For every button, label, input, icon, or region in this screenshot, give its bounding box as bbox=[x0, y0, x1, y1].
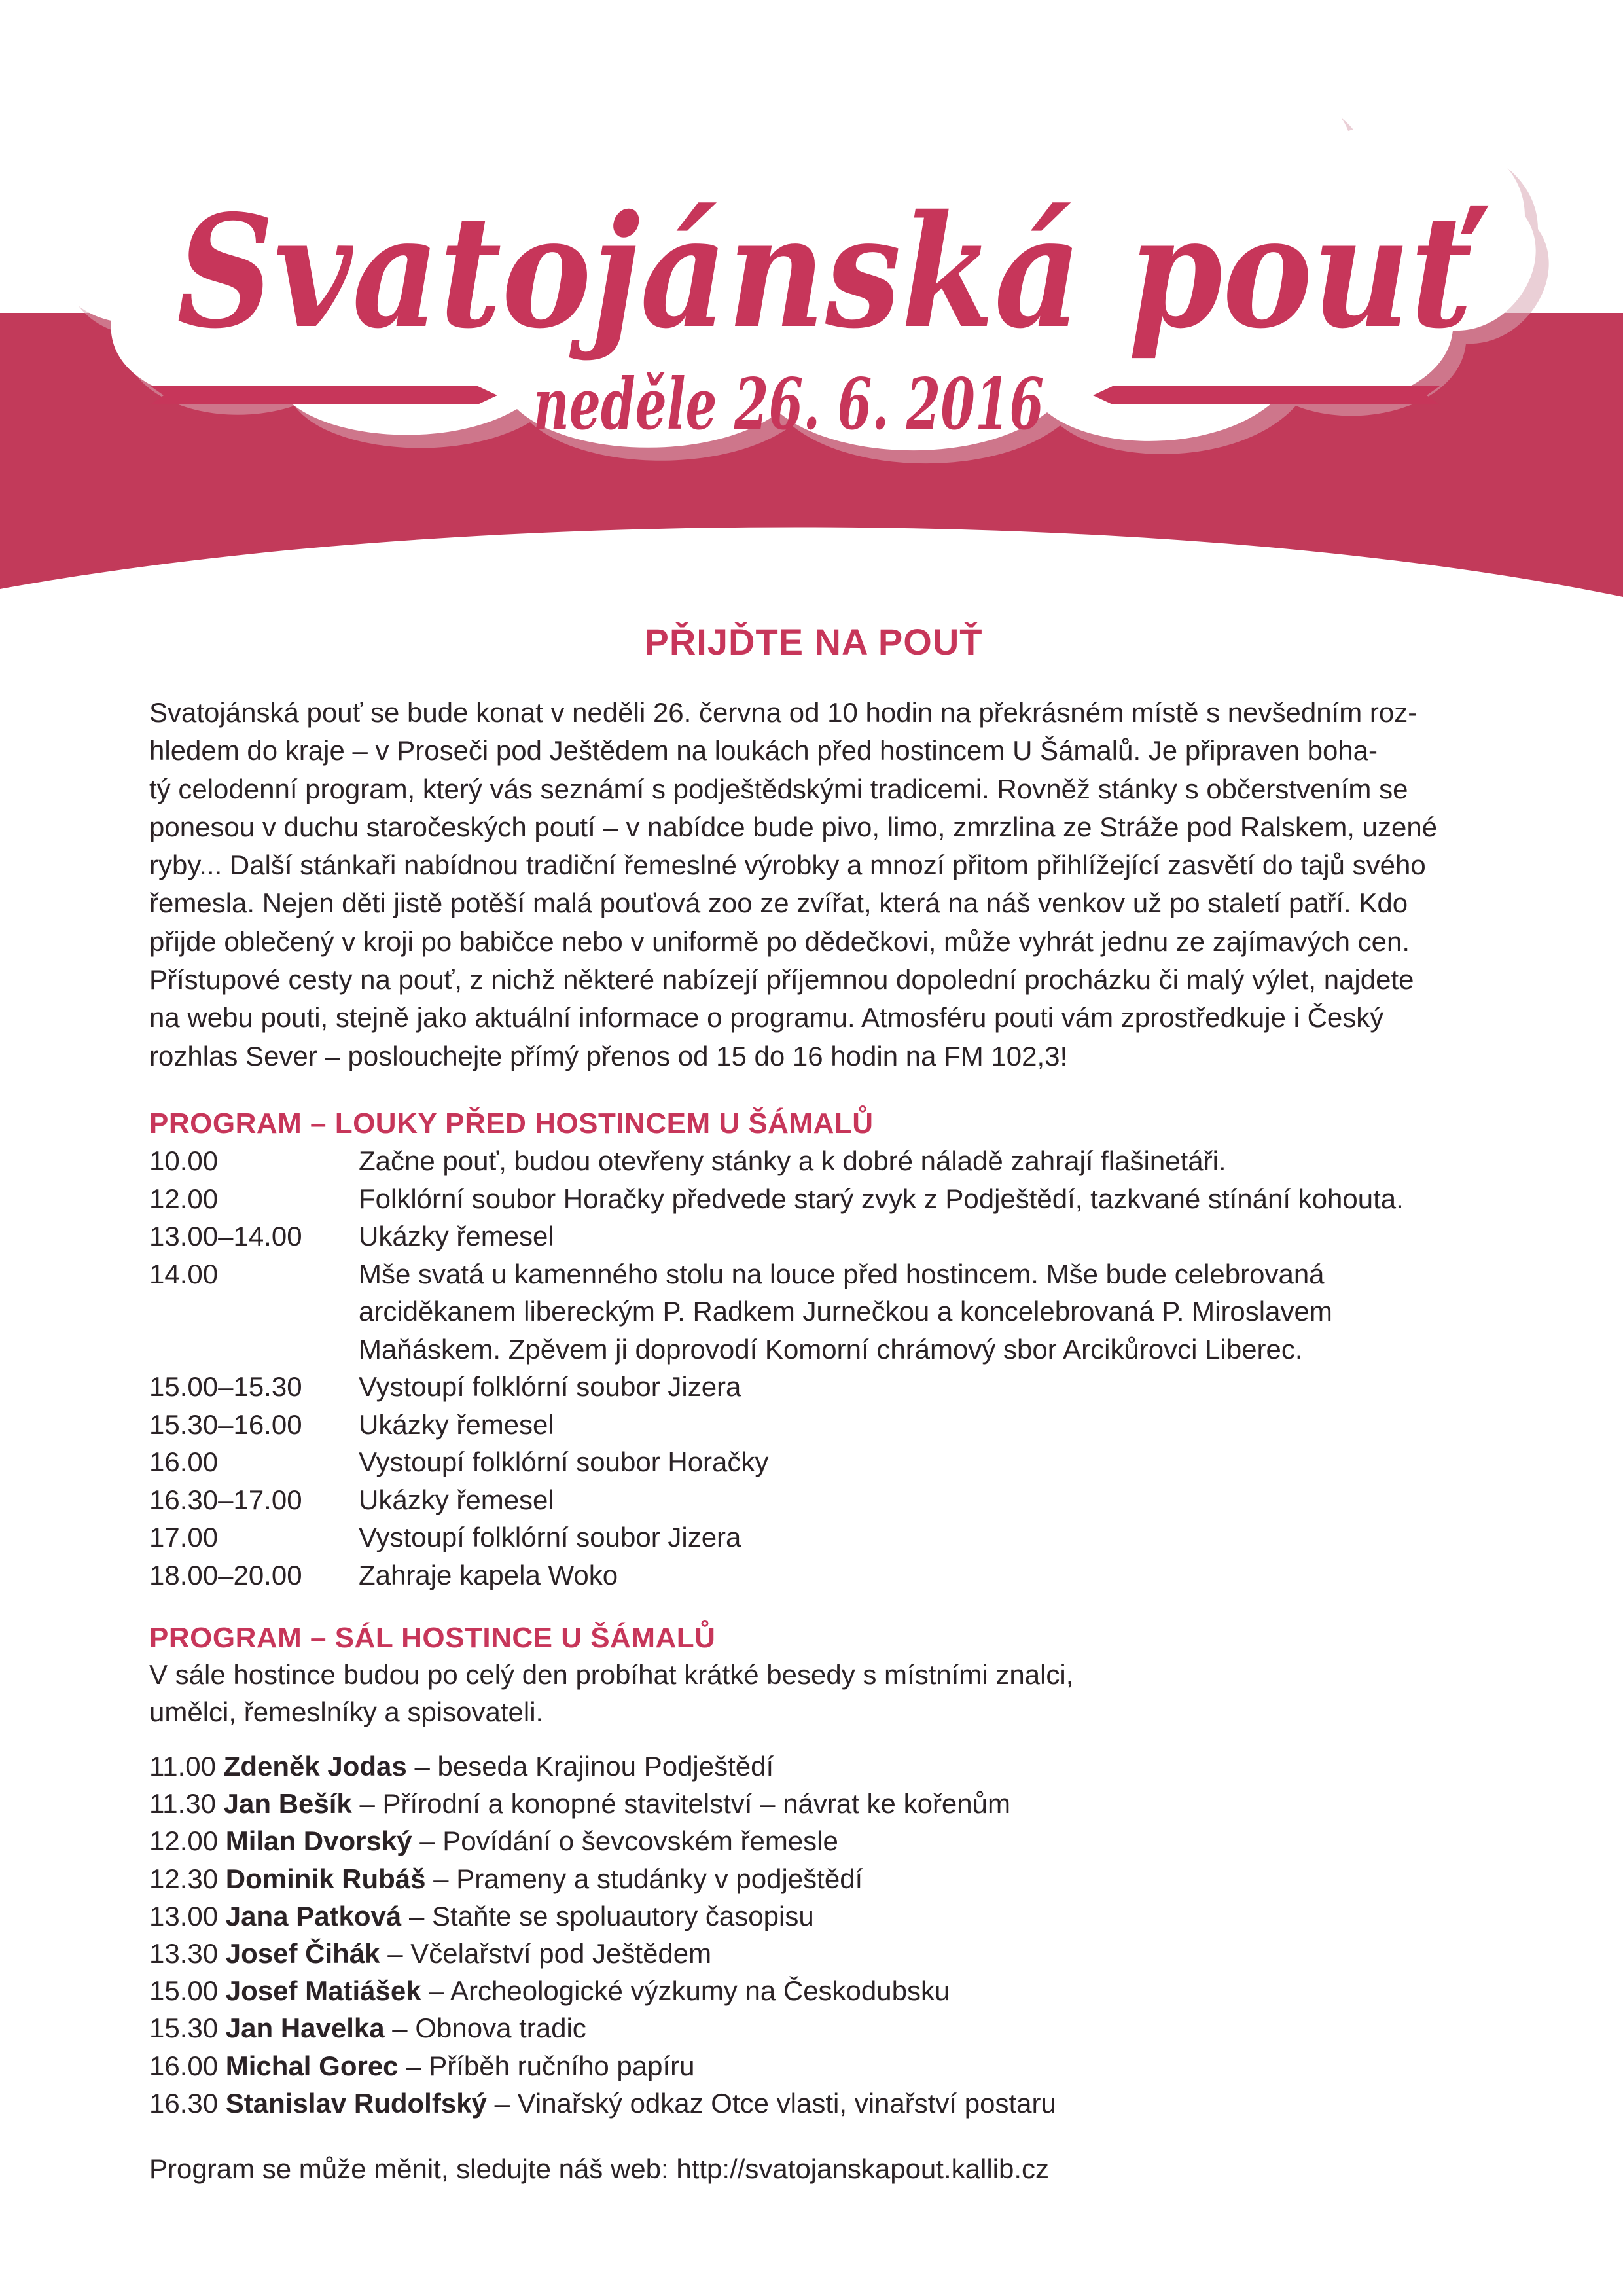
talk-item bbox=[149, 1935, 1056, 1972]
talk-time: 15.30 bbox=[149, 2013, 219, 2044]
talk-time: 13.30 bbox=[149, 1938, 219, 1969]
talk-speaker: Milan Dvorský bbox=[225, 1825, 412, 1857]
talk-time: 16.00 bbox=[149, 2050, 219, 2081]
schedule-row bbox=[149, 1368, 1478, 1406]
program-sal-heading: PROGRAM – SÁL HOSTINCE U ŠÁMALŮ bbox=[149, 1622, 716, 1654]
schedule-time: 15.30–16.00 bbox=[149, 1408, 302, 1440]
schedule-text: Vystoupí folklórní soubor Jizera bbox=[359, 1522, 741, 1552]
intro-line: rozhlas Sever – poslouchejte přímý přenos od 15 do 16 hodin na FM 102,3! bbox=[149, 1040, 1068, 1071]
schedule-text: Mše svatá u kamenného stolu na louce před hostincem. Mše bude celebrovaná bbox=[359, 1258, 1325, 1289]
schedule-text: Ukázky řemesel bbox=[359, 1484, 554, 1515]
talk-topic: – Vinařský odkaz Otce vlasti, vinařství postaru bbox=[494, 2087, 1056, 2119]
talk-time: 13.00 bbox=[149, 1900, 219, 1931]
schedule-time: 18.00–20.00 bbox=[149, 1559, 302, 1590]
talk-speaker: Michal Gorec bbox=[225, 2050, 399, 2081]
schedule-row bbox=[149, 1518, 1478, 1556]
schedule-row bbox=[149, 1217, 1478, 1255]
talk-speaker: Jan Havelka bbox=[225, 2013, 385, 2044]
talk-item bbox=[149, 1785, 1056, 1822]
talk-topic: – Staňte se spoluautory časopisu bbox=[408, 1900, 814, 1931]
schedule-text: Zahraje kapela Woko bbox=[359, 1559, 618, 1590]
intro-line: řemesla. Nejen děti jistě potěší malá pouťová zoo ze zvířat, která na náš venkov už po staletí patří. Kdo bbox=[149, 888, 1408, 919]
schedule-row bbox=[149, 1556, 1478, 1594]
talk-speaker: Jan Bešík bbox=[223, 1788, 352, 1820]
talk-speaker: Zdeněk Jodas bbox=[223, 1751, 407, 1782]
schedule-time: 14.00 bbox=[149, 1258, 219, 1289]
talk-item bbox=[149, 2085, 1056, 2122]
schedule-row bbox=[149, 1406, 1478, 1444]
schedule-text: Maňáskem. Zpěvem ji doprovodí Komorní chrámový sbor Arcikůrovci Liberec. bbox=[359, 1333, 1303, 1365]
schedule-text: Začne pouť, budou otevřeny stánky a k dobré náladě zahrají flašinetáři. bbox=[359, 1145, 1226, 1176]
schedule-time: 17.00 bbox=[149, 1522, 219, 1552]
schedule-text: Ukázky řemesel bbox=[359, 1408, 554, 1440]
talks-list bbox=[149, 1748, 1056, 2122]
talk-time: 12.30 bbox=[149, 1863, 219, 1894]
schedule-time: 15.00–15.30 bbox=[149, 1371, 302, 1402]
talk-item bbox=[149, 2047, 1056, 2085]
schedule-text: Vystoupí folklórní soubor Jizera bbox=[359, 1371, 741, 1402]
talk-topic: – Včelařství pod Ještědem bbox=[387, 1938, 712, 1969]
schedule-row bbox=[149, 1142, 1478, 1180]
talk-item bbox=[149, 1822, 1056, 1859]
talk-item bbox=[149, 1748, 1056, 1785]
talk-item bbox=[149, 1897, 1056, 1935]
program-sal-line: V sále hostince budou po celý den probíhat krátké besedy s místními znalci, bbox=[149, 1659, 1074, 1690]
schedule-time: 16.30–17.00 bbox=[149, 1484, 302, 1515]
event-title: Svatojánská pouť bbox=[177, 181, 1489, 363]
schedule-row bbox=[149, 1180, 1478, 1218]
event-date: neděle 26. 6. 2016 bbox=[533, 363, 1044, 446]
talk-topic: – Archeologické výzkumy na Českodubsku bbox=[429, 1975, 950, 2007]
talk-time: 16.30 bbox=[149, 2087, 219, 2119]
intro-line: přijde oblečený v kroji po babičce nebo v uniformě po dědečkovi, může vyhrát jednu ze zajímavých cen. bbox=[149, 925, 1410, 957]
talk-time: 12.00 bbox=[149, 1825, 219, 1857]
intro-line: ponesou v duchu staročeských poutí – v nabídce bude pivo, limo, zmrzlina ze Stráže pod Ralskem, uzené bbox=[149, 811, 1438, 842]
schedule-text: arciděkanem libereckým P. Radkem Jurnečkou a koncelebrovaná P. Miroslavem bbox=[359, 1296, 1332, 1327]
ribbon-left bbox=[151, 386, 497, 404]
talk-speaker: Stanislav Rudolfský bbox=[225, 2087, 487, 2119]
talk-topic: – Obnova tradic bbox=[392, 2013, 586, 2044]
talk-time: 11.30 bbox=[149, 1788, 216, 1820]
footer-note: Program se může měnit, sledujte náš web: http://svatojanskapout.kallib.cz bbox=[149, 2153, 1050, 2184]
talk-topic: – Příběh ručního papíru bbox=[406, 2050, 695, 2081]
schedule-text: Vystoupí folklórní soubor Horačky bbox=[359, 1446, 769, 1477]
ribbon-right bbox=[1093, 386, 1440, 404]
schedule-text: Folklórní soubor Horačky předvede starý zvyk z Podještědí, tazkvané stínání kohouta. bbox=[359, 1183, 1404, 1214]
talk-speaker: Josef Čihák bbox=[225, 1938, 380, 1969]
talk-time: 11.00 bbox=[149, 1751, 216, 1782]
talk-speaker: Josef Matiášek bbox=[225, 1975, 421, 2007]
intro-paragraph bbox=[149, 694, 1478, 1075]
intro-line: tý celodenní program, který vás seznámí s podještědskými tradicemi. Rovněž stánky s občerstvením se bbox=[149, 773, 1408, 804]
schedule-text: Ukázky řemesel bbox=[359, 1221, 554, 1251]
intro-line: Svatojánská pouť se bude konat v neděli 26. června od 10 hodin na překrásném místě s nevšedním roz- bbox=[149, 697, 1418, 728]
header-banner-art bbox=[0, 0, 1623, 628]
intro-line: ryby... Další stánkaři nabídnou tradiční řemeslné výrobky a mnozí přitom přihlížející zasvětí do tajů svého bbox=[149, 850, 1426, 881]
talk-speaker: Dominik Rubáš bbox=[225, 1863, 426, 1894]
talk-time: 15.00 bbox=[149, 1975, 219, 2007]
schedule-time: 10.00 bbox=[149, 1145, 219, 1176]
schedule-row bbox=[149, 1481, 1478, 1519]
intro-line: hledem do kraje – v Proseči pod Ještědem na loukách před hostincem U Šámalů. Je připraven boha- bbox=[149, 735, 1378, 766]
talk-speaker: Jana Patková bbox=[225, 1900, 402, 1931]
schedule-time: 16.00 bbox=[149, 1446, 219, 1477]
schedule-time: 12.00 bbox=[149, 1183, 219, 1214]
talk-topic: – beseda Krajinou Podještědí bbox=[414, 1751, 774, 1782]
talk-topic: – Přírodní a konopné stavitelství – návrat ke kořenům bbox=[359, 1788, 1010, 1820]
intro-heading: PŘIJĎTE NA POUŤ bbox=[644, 621, 983, 662]
program-sal-intro bbox=[149, 1656, 1073, 1731]
talk-topic: – Povídání o ševcovském řemesle bbox=[419, 1825, 838, 1857]
intro-line: na webu pouti, stejně jako aktuální informace o programu. Atmosféru pouti vám zprostředkuje i Český bbox=[149, 1002, 1384, 1033]
program-louky-schedule bbox=[149, 1142, 1478, 1594]
talk-item bbox=[149, 2009, 1056, 2047]
intro-line: Přístupové cesty na pouť, z nichž některé nabízejí příjemnou dopolední procházku či malý výlet, najdete bbox=[149, 964, 1414, 996]
talk-item bbox=[149, 1972, 1056, 2009]
talk-topic: – Prameny a studánky v podještědí bbox=[433, 1863, 863, 1894]
schedule-row bbox=[149, 1443, 1478, 1481]
schedule-row bbox=[149, 1255, 1478, 1369]
program-louky-heading: PROGRAM – LOUKY PŘED HOSTINCEM U ŠÁMALŮ bbox=[149, 1107, 874, 1139]
schedule-time: 13.00–14.00 bbox=[149, 1221, 302, 1251]
program-sal-line: umělci, řemeslníky a spisovateli. bbox=[149, 1696, 544, 1727]
talk-item bbox=[149, 1860, 1056, 1897]
